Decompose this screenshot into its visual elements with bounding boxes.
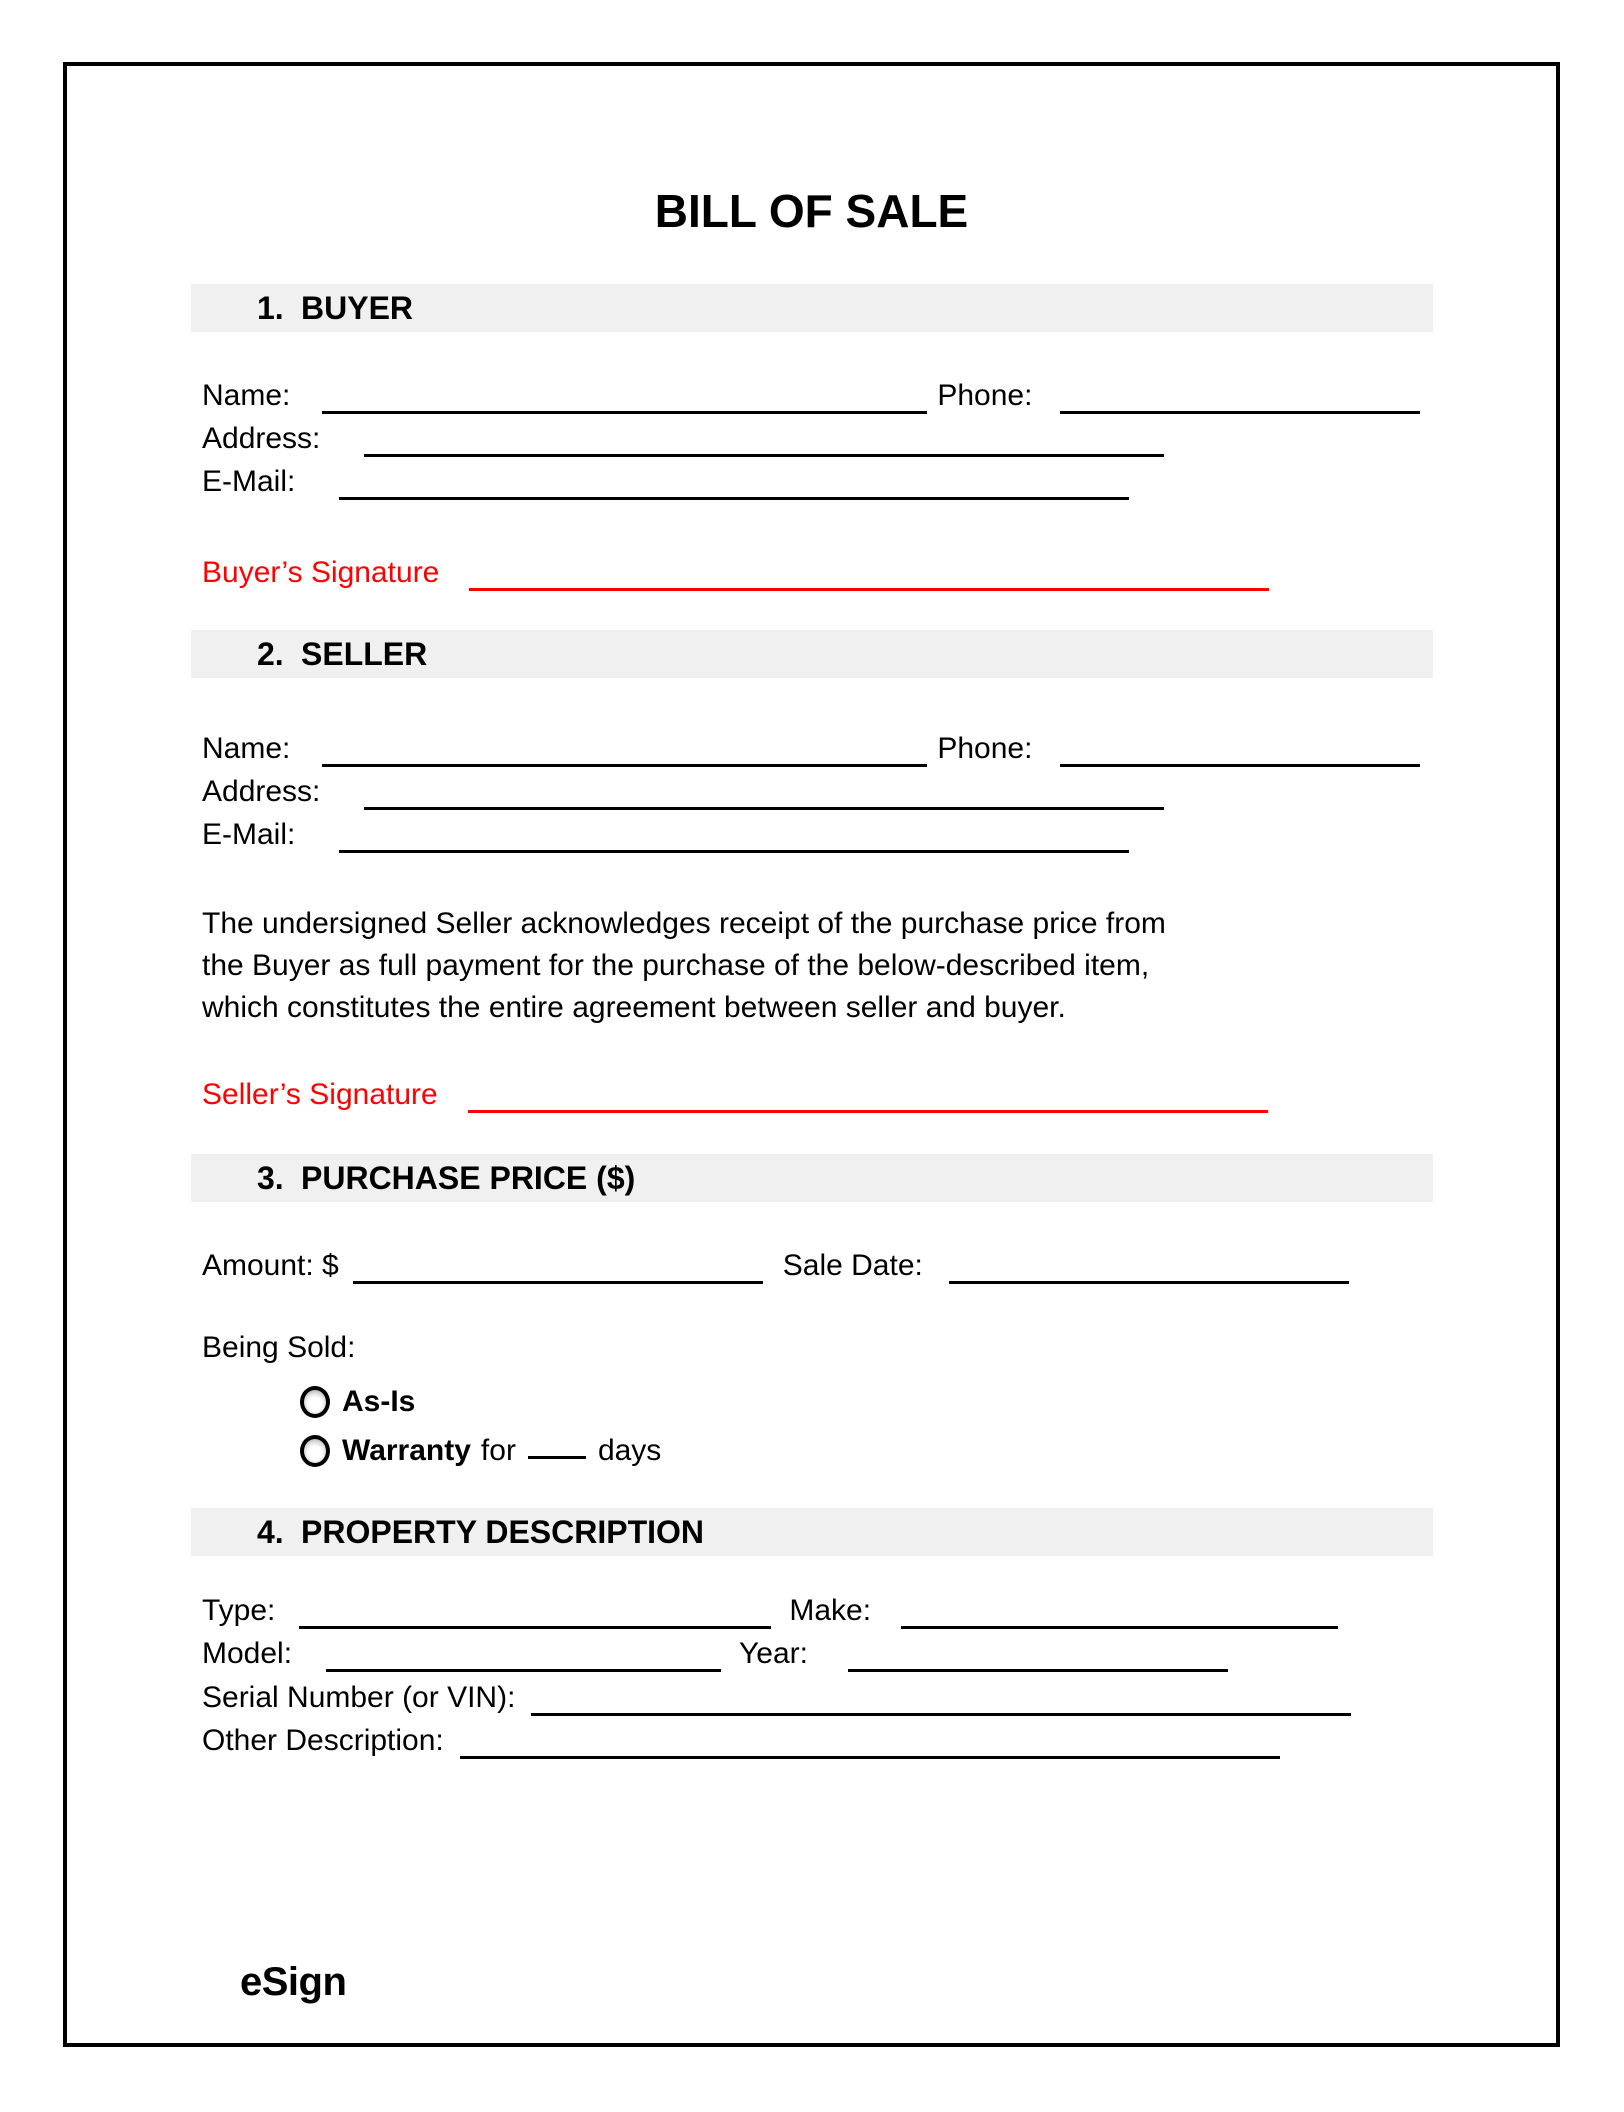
acknowledgment-line-3: which constitutes the entire agreement between seller and buyer. — [202, 991, 1066, 1024]
serial-number-input[interactable] — [531, 1701, 1351, 1716]
warranty-days-input[interactable] — [528, 1444, 586, 1459]
section-header-buyer — [191, 284, 1433, 332]
serial-number-label: Serial Number (or VIN): — [202, 1681, 516, 1714]
section-header-purchase-price — [191, 1154, 1433, 1202]
as-is-radio-button[interactable] — [300, 1386, 330, 1418]
section-header-seller — [191, 630, 1433, 678]
being-sold-row — [202, 1333, 355, 1363]
seller-name-input[interactable] — [322, 752, 927, 767]
esign-logo: eSign — [240, 1960, 347, 2004]
seller-address-label: Address: — [202, 775, 321, 808]
year-label: Year: — [739, 1637, 808, 1670]
amount-input[interactable] — [353, 1269, 763, 1284]
buyer-signature-input[interactable] — [469, 576, 1269, 591]
seller-email-input[interactable] — [339, 838, 1129, 853]
model-year-row — [202, 1639, 1228, 1672]
as-is-option — [300, 1386, 415, 1418]
seller-name-label: Name: — [202, 732, 291, 765]
seller-phone-label: Phone: — [937, 732, 1033, 765]
buyer-address-input[interactable] — [364, 442, 1164, 457]
section-number-buyer: 1. — [257, 290, 284, 326]
section-number-property-description: 4. — [257, 1514, 284, 1550]
other-description-input[interactable] — [460, 1744, 1280, 1759]
make-label: Make: — [789, 1594, 872, 1627]
buyer-name-phone-row — [202, 381, 1420, 414]
seller-email-label: E-Mail: — [202, 818, 296, 851]
sale-date-input[interactable] — [949, 1269, 1349, 1284]
buyer-email-row — [202, 467, 1129, 500]
other-description-label: Other Description: — [202, 1724, 444, 1757]
buyer-name-label: Name: — [202, 379, 291, 412]
section-number-seller: 2. — [257, 636, 284, 672]
section-number-purchase-price: 3. — [257, 1160, 284, 1196]
buyer-phone-label: Phone: — [937, 379, 1033, 412]
amount-label: Amount: $ — [202, 1249, 339, 1282]
seller-signature-label: Seller’s Signature — [202, 1078, 438, 1111]
seller-email-row — [202, 820, 1129, 853]
serial-number-row — [202, 1683, 1351, 1716]
seller-address-row — [202, 777, 1164, 810]
buyer-email-input[interactable] — [339, 485, 1129, 500]
year-input[interactable] — [848, 1657, 1228, 1672]
seller-address-input[interactable] — [364, 795, 1164, 810]
model-input[interactable] — [326, 1657, 721, 1672]
buyer-name-input[interactable] — [322, 399, 927, 414]
type-input[interactable] — [299, 1614, 771, 1629]
warranty-option — [300, 1435, 661, 1467]
seller-phone-input[interactable] — [1060, 752, 1420, 767]
amount-sale-date-row — [202, 1251, 1349, 1284]
as-is-label: As-Is — [342, 1385, 416, 1418]
warranty-radio-button[interactable] — [300, 1435, 330, 1467]
seller-signature-input[interactable] — [468, 1098, 1268, 1113]
section-title-purchase-price: PURCHASE PRICE ($) — [301, 1160, 636, 1196]
section-title-buyer: BUYER — [301, 290, 414, 326]
other-description-row — [202, 1726, 1280, 1759]
warranty-days-label: days — [597, 1434, 662, 1467]
type-make-row — [202, 1596, 1338, 1629]
acknowledgment-line-2: the Buyer as full payment for the purchase of the below-described item, — [202, 949, 1150, 982]
buyer-address-label: Address: — [202, 422, 321, 455]
make-input[interactable] — [901, 1614, 1338, 1629]
document-title: BILL OF SALE — [654, 185, 969, 237]
warranty-label: Warranty — [342, 1434, 471, 1467]
sale-date-label: Sale Date: — [782, 1249, 923, 1282]
warranty-for-label: for — [480, 1434, 516, 1467]
seller-name-phone-row — [202, 734, 1420, 767]
buyer-phone-input[interactable] — [1060, 399, 1420, 414]
acknowledgment-line-1: The undersigned Seller acknowledges receipt of the purchase price from — [202, 907, 1166, 940]
section-header-property-description — [191, 1508, 1433, 1556]
type-label: Type: — [202, 1594, 276, 1627]
seller-signature-row — [202, 1080, 1268, 1113]
section-title-seller: SELLER — [301, 636, 428, 672]
buyer-email-label: E-Mail: — [202, 465, 296, 498]
buyer-signature-label: Buyer’s Signature — [202, 556, 440, 589]
section-title-property-description: PROPERTY DESCRIPTION — [301, 1514, 705, 1550]
buyer-signature-row — [202, 558, 1269, 591]
being-sold-label: Being Sold: — [202, 1331, 356, 1364]
seller-acknowledgment-paragraph — [202, 903, 1166, 1029]
buyer-address-row — [202, 424, 1164, 457]
model-label: Model: — [202, 1637, 293, 1670]
